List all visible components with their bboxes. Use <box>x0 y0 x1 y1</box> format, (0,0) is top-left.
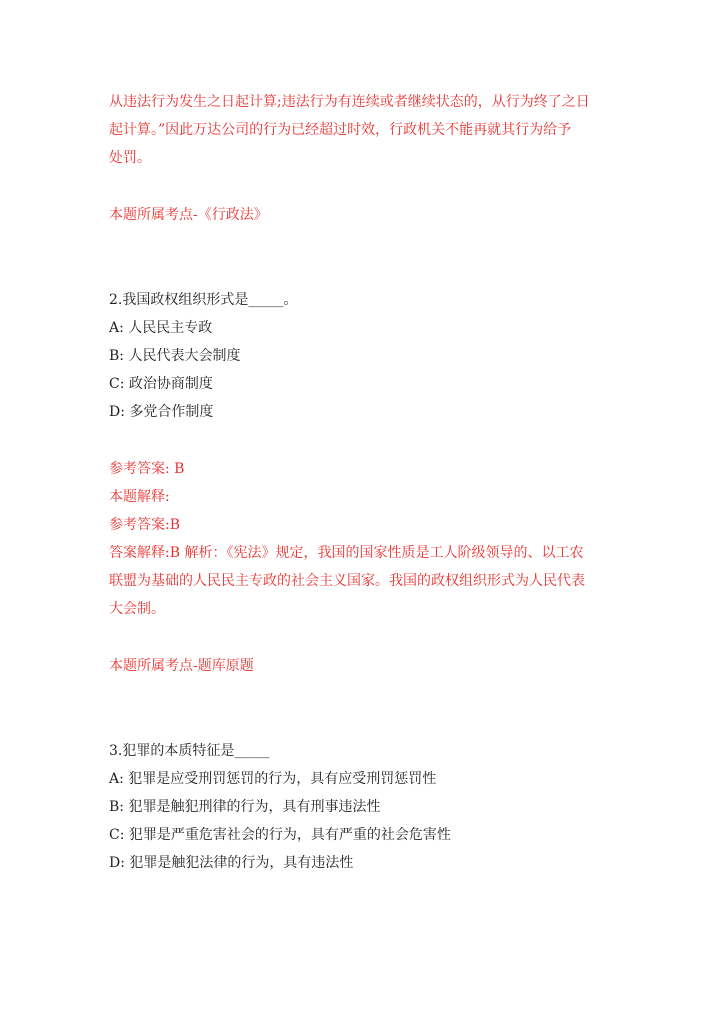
q2-option-d: D: 多党合作制度 <box>109 404 214 420</box>
q3-stem: 3.犯罪的本质特征是_____ <box>109 743 270 759</box>
q3-option-a: A: 犯罪是应受刑罚惩罚的行为，具有应受刑罚惩罚性 <box>109 771 437 787</box>
q2-option-c: C: 政治协商制度 <box>109 376 213 392</box>
prev-explanation-line-2: 起计算。”因此万达公司的行为已经超过时效，行政机关不能再就其行为给予 <box>109 122 572 138</box>
q2-stem: 2.我国政权组织形式是_____。 <box>109 292 298 308</box>
q3-option-d: D: 犯罪是触犯法律的行为，具有违法性 <box>109 855 354 871</box>
q2-explanation-line-2: 联盟为基础的人民民主专政的社会主义国家。我国的政权组织形式为人民代表 <box>109 573 585 589</box>
prev-topic: 本题所属考点-《行政法》 <box>109 207 268 223</box>
prev-explanation-line-1: 从违法行为发生之日起计算;违法行为有连续或者继续状态的，从行为终了之日 <box>109 94 590 110</box>
q2-option-b: B: 人民代表大会制度 <box>109 348 241 364</box>
q2-explanation-line-1: 答案解释:B 解析：《宪法》规定，我国的国家性质是工人阶级领导的、以工农 <box>109 545 584 561</box>
q2-explain-label: 本题解释: <box>109 489 170 505</box>
q3-option-b: B: 犯罪是触犯刑律的行为，具有刑事违法性 <box>109 799 381 815</box>
q3-option-c: C: 犯罪是严重危害社会的行为，具有严重的社会危害性 <box>109 827 451 843</box>
prev-explanation-line-3: 处罚。 <box>109 150 151 166</box>
q2-explanation-line-3: 大会制。 <box>109 601 165 617</box>
q2-ref-answer: 参考答案: B <box>109 461 185 477</box>
q2-option-a: A: 人民民主专政 <box>109 320 213 336</box>
q2-ref-answer-2: 参考答案:B <box>109 517 181 533</box>
q2-topic: 本题所属考点-题库原题 <box>109 658 254 674</box>
